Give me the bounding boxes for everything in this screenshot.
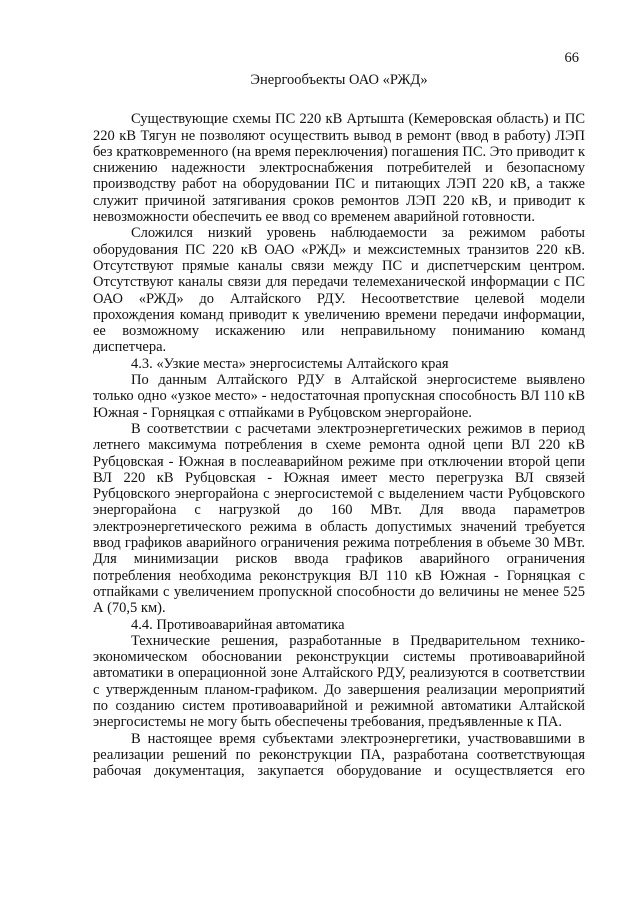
section-title: Энергообъекты ОАО «РЖД» [250,72,428,88]
paragraph: Технические решения, разработанные в Предварительном технико-экономическом обосновании реконструкции системы противоаварийной автоматики в операционной зоне Алтайского РДУ, реализуются в соответствии с утвержденным планом-графиком. До завершения реализации мероприятий по созданию систем противоаварийной и режимной автоматики Алтайской энергосистемы не могу быть обеспечены требования, предъявленные к ПА. [93,632,585,731]
paragraph: По данным Алтайского РДУ в Алтайской энергосистеме выявлено только одно «узкое место» - недостаточная пропускная способность ВЛ 110 кВ Южная - Горняцкая с отпайками в Рубцовском энергорайоне. [93,372,585,421]
paragraph: Сложился низкий уровень наблюдаемости за режимом работы оборудования ПС 220 кВ ОАО «РЖД» и межсистемных транзитов 220 кВ. Отсутствуют прямые каналы связи между ПС и диспетчерским центром. Отсутствуют каналы связи для передачи телемеханической информации с ПС ОАО «РЖД» до Алтайского РДУ. Несоответствие целевой модели прохождения команд приводит к увеличению времени передачи информации, ее возможному искажению или неправильному пониманию команд диспетчера. [93,225,585,356]
section-heading-4-4: 4.4. Противоаварийная автоматика [131,616,345,633]
section-heading-4-3: 4.3. «Узкие места» энергосистемы Алтайского края [131,355,449,372]
paragraph: В настоящее время субъектами электроэнергетики, участвовавшими в реализации решений по реконструкции ПА, разработана соответствующая рабочая документация, закупается оборудование и осуществляется его [93,730,585,780]
body-text [93,72,585,779]
paragraph: В соответствии с расчетами электроэнергетических режимов в период летнего максимума потребления в схеме ремонта одной цепи ВЛ 220 кВ Рубцовская - Южная в послеаварийном режиме при отключении второй цепи ВЛ 220 кВ Рубцовская - Южная имеет место перегрузка ВЛ связей Рубцовского энергорайона с энергосистемой с выделением части Рубцовского энергорайона с нагрузкой до 160 МВт. Для ввода параметров электроэнергетического режима в область допустимых значений требуется ввод графиков аварийного ограничения режима потребления в объеме 30 МВт. Для минимизации рисков ввода графиков аварийного ограничения потребления необходима реконструкция ВЛ 110 кВ Южная - Горняцкая с отпайками с увеличением пропускной способности до величины не менее 525 А (70,5 км). [93,420,585,617]
paragraph: Существующие схемы ПС 220 кВ Артышта (Кемеровская область) и ПС 220 кВ Тягун не позволяют осуществить вывод в ремонт (ввод в работу) ЛЭП без кратковременного (на время переключения) погашения ПС. Это приводит к снижению надежности электроснабжения потребителей и безопасному производству работ на оборудовании ПС и питающих ЛЭП 220 кВ, а также служит причиной затягивания сроков ремонтов ЛЭП 220 кВ, и приводит к невозможности обеспечить ее ввод со временем аварийной готовности. [93,111,585,226]
page-number: 66 [564,50,579,66]
